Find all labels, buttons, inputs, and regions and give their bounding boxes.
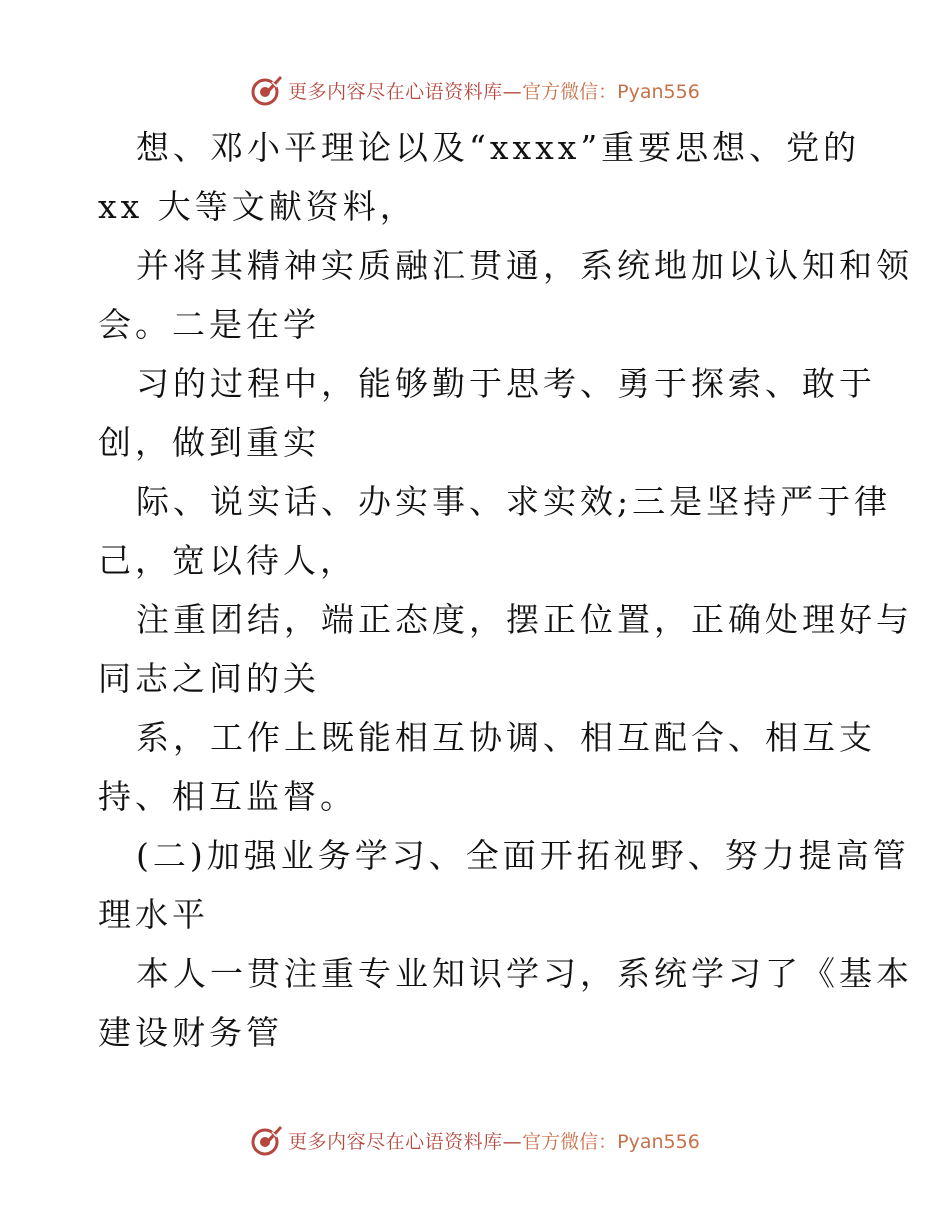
- body-line: 己，宽以待人，: [98, 541, 357, 580]
- footer-promo-text: 更多内容尽在心语资料库—: [288, 1130, 523, 1153]
- body-line: 会。二是在学: [98, 305, 320, 344]
- body-line: 际、说实话、办实事、求实效;三是坚持严于律: [136, 482, 892, 521]
- body-line: 系，工作上既能相互协调、相互配合、相互支: [136, 718, 876, 757]
- section-heading-line: 理水平: [98, 895, 209, 934]
- quill-logo-icon: [250, 1123, 284, 1157]
- body-line: 同志之间的关: [98, 659, 320, 698]
- body-line: 想、邓小平理论以及“xxxx”重要思想、党的: [136, 128, 861, 167]
- body-line: 本人一贯注重专业知识学习，系统学习了《基本: [136, 954, 913, 993]
- header-wechat-text: 官方微信：Pyan556: [522, 80, 700, 103]
- body-line: 建设财务管: [98, 1013, 283, 1052]
- section-heading-line: (二)加强业务学习、全面开拓视野、努力提高管: [136, 836, 910, 875]
- body-line: 注重团结，端正态度，摆正位置，正确处理好与: [136, 600, 913, 639]
- footer-banner: [0, 1120, 950, 1160]
- footer-wechat-text: 官方微信：Pyan556: [522, 1130, 700, 1153]
- header-promo-text: 更多内容尽在心语资料库—: [288, 80, 523, 103]
- body-line: xx 大等文献资料，: [98, 187, 417, 226]
- body-line: 创，做到重实: [98, 423, 320, 462]
- header-banner: [0, 70, 950, 110]
- body-line: 持、相互监督。: [98, 777, 357, 816]
- body-line: 习的过程中，能够勤于思考、勇于探索、敢于: [136, 364, 876, 403]
- body-line: 并将其精神实质融汇贯通，系统地加以认知和领: [136, 246, 913, 285]
- document-body: [98, 118, 913, 1062]
- quill-logo-icon: [250, 73, 284, 107]
